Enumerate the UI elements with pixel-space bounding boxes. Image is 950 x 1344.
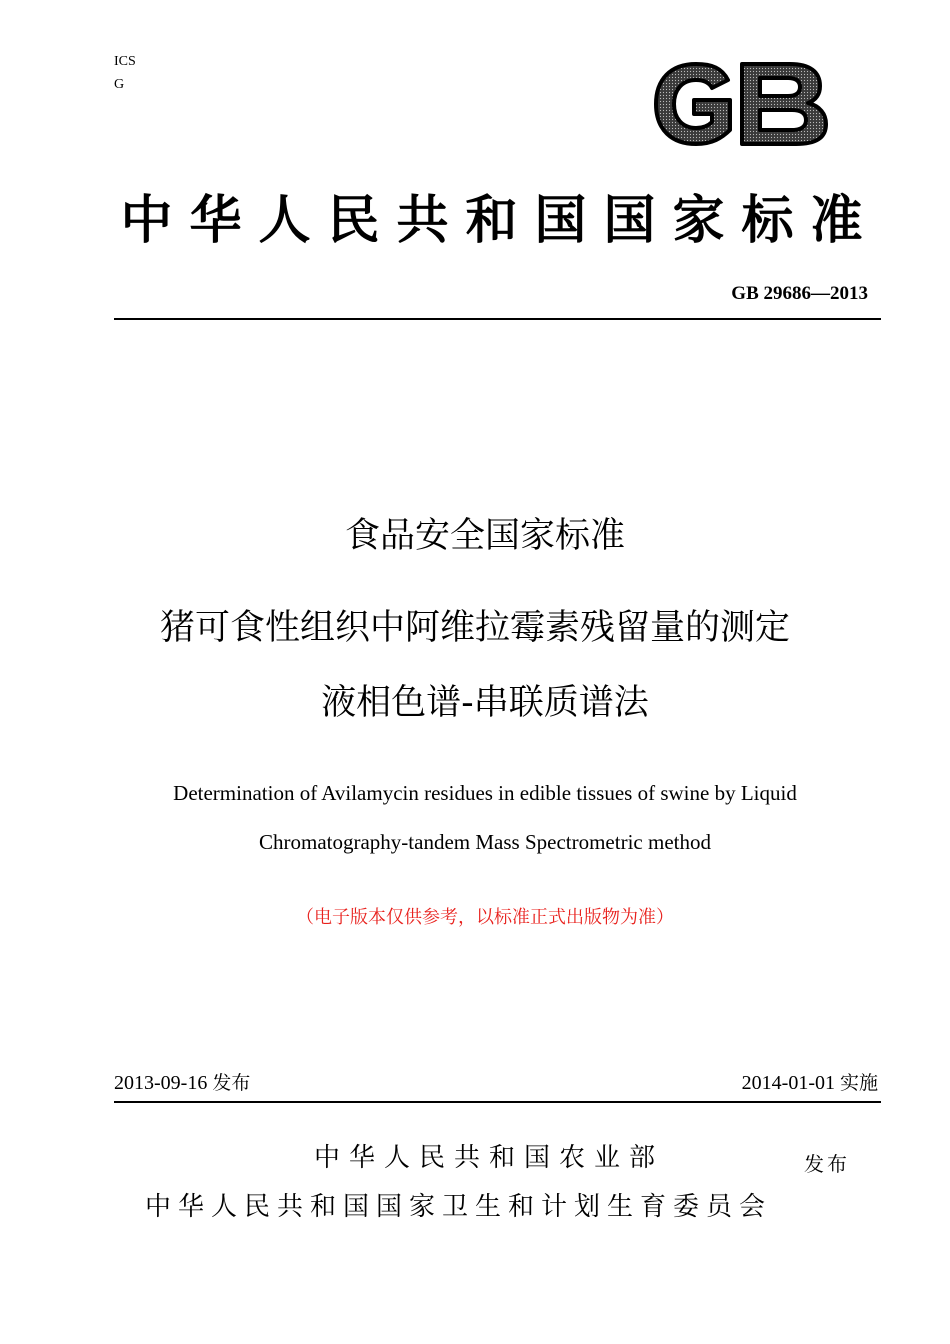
standard-number: GB 29686—2013 — [731, 283, 868, 304]
english-title-line-2: Chromatography-tandem Mass Spectrometric method — [259, 830, 711, 854]
effective-date-block — [742, 1068, 878, 1095]
title-line-3: 液相色谱-串联质谱法 — [321, 683, 649, 723]
national-standard-title: 中华人民共和国国家标准 — [120, 191, 880, 251]
english-title-line-1: Determination of Avilamycin residues in edible tissues of swine by Liquid — [173, 781, 797, 805]
gb-logo — [650, 58, 830, 150]
issue-date: 2013-09-16 — [114, 1072, 208, 1094]
disclaimer-note: （电子版本仅供参考，以标准正式出版物为准） — [296, 907, 674, 928]
classification-code: G — [114, 77, 125, 92]
bottom-divider — [114, 1101, 881, 1103]
issue-label: 发布 — [212, 1072, 251, 1094]
title-line-2: 猪可食性组织中阿维拉霉素残留量的测定 — [159, 608, 790, 648]
ics-label: ICS — [114, 54, 136, 69]
title-line-1: 食品安全国家标准 — [344, 516, 625, 556]
publish-label: 发布 — [804, 1152, 850, 1176]
effective-label: 实施 — [839, 1072, 878, 1094]
ics-block — [114, 50, 136, 96]
effective-date: 2014-01-01 — [741, 1072, 835, 1094]
top-divider — [114, 318, 881, 320]
publisher-ministry-agriculture: 中华人民共和国农业部 — [314, 1143, 665, 1173]
issue-date-block — [114, 1068, 250, 1095]
publisher-health-commission: 中华人民共和国国家卫生和计划生育委员会 — [145, 1192, 773, 1222]
